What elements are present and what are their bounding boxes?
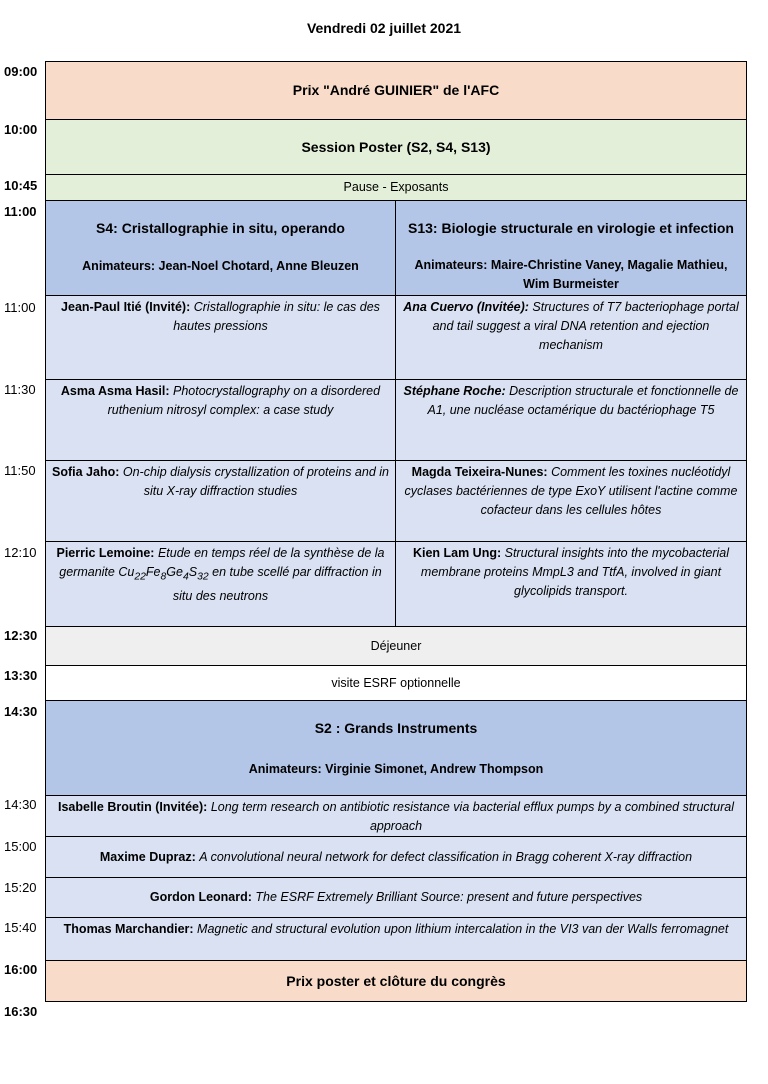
speaker-name: Maxime Dupraz: (99, 849, 196, 864)
pause-block (45, 174, 747, 201)
talk-title: Structural insights into the mycobacterial membrane proteins MmpL3 and TtfA, involved in giant glycolipids transport. (420, 546, 730, 598)
s2-talk-3 (45, 877, 747, 918)
talk-title: A convolutional neural network for defect classification in Bragg coherent X-ray diffraction (199, 849, 693, 864)
visite-block (45, 665, 747, 701)
s4-talk-3 (45, 460, 396, 542)
talk-title: Structures of T7 bacteriophage portal and tail suggest a viral DNA retention and ejection mechanism (432, 300, 739, 352)
talk-title: Cristallographie in situ: le cas des hautes pressions (173, 300, 380, 333)
block-label: Prix "André GUINIER" de l'AFC (292, 82, 500, 98)
s4-talk-1 (45, 295, 396, 380)
speaker-name: Jean-Paul Itié (Invité): (61, 300, 191, 314)
s4-talk-2 (45, 379, 396, 461)
s4-talk-4 (45, 541, 396, 627)
talk-title: Magnetic and structural evolution upon lithium intercalation in the VI3 van der Walls ferromagnet (197, 922, 729, 936)
talk-title: On-chip dialysis crystallization of proteins and in situ X-ray diffraction studies (122, 465, 389, 498)
talk-title: The ESRF Extremely Brilliant Source: present and future perspectives (255, 890, 643, 904)
time-label: 10:45 (4, 178, 38, 193)
s13-session-title: S13: Biologie structurale en virologie et infection (408, 220, 734, 236)
s2-session-header (45, 700, 747, 796)
speaker-name: Thomas Marchandier: (63, 922, 194, 936)
s4-session-title: S4: Cristallographie in situ, operando (96, 220, 345, 236)
time-label: 15:40 (4, 920, 37, 935)
talk-title: Description structurale et fonctionnelle de A1, une nucléase octamérique du bactériophage T5 (427, 384, 739, 417)
talk-title: Photocrystallography on a disordered ruthenium nitrosyl complex: a case study (107, 384, 381, 417)
time-label: 09:00 (4, 64, 38, 79)
s4-animators: Animateurs: Jean-Noel Chotard, Anne Bleuzen (82, 259, 359, 273)
session-poster-block (45, 119, 747, 175)
block-label: Prix poster et clôture du congrès (286, 972, 506, 989)
time-label: 11:00 (4, 204, 37, 219)
s2-talk-2 (45, 836, 747, 878)
s13-talk-1 (395, 295, 747, 380)
speaker-name: Isabelle Broutin (Invitée): (57, 800, 208, 814)
speaker-name: Ana Cuervo (Invitée): (403, 300, 529, 314)
block-label: Pause - Exposants (343, 180, 449, 194)
prix-guinier-block (45, 61, 747, 120)
block-label: visite ESRF optionnelle (331, 675, 461, 690)
time-label: 11:30 (4, 382, 36, 397)
s4-session-header (45, 200, 396, 296)
time-label: 16:30 (4, 1004, 38, 1019)
s2-session-title: S2 : Grands Instruments (314, 720, 478, 736)
talk-title: Comment les toxines nucléotidyl cyclases bactériennes de type ExoY utilisent l'actine comme cofacteur dans les cellules hôtes (404, 465, 738, 517)
time-label: 12:10 (4, 545, 37, 560)
time-label: 10:00 (4, 122, 38, 137)
s13-animators: Animateurs: Maire-Christine Vaney, Magalie Mathieu, Wim Burmeister (414, 258, 728, 291)
time-label: 14:30 (4, 797, 37, 812)
time-label: 11:50 (4, 463, 36, 478)
speaker-name: Stéphane Roche: (403, 384, 506, 398)
block-label: Session Poster (S2, S4, S13) (301, 138, 491, 155)
dejeuner-block (45, 626, 747, 666)
time-label: 15:20 (4, 880, 37, 895)
time-label: 13:30 (4, 668, 38, 683)
time-label: 12:30 (4, 628, 38, 643)
s2-talk-4 (45, 917, 747, 961)
speaker-name: Asma Asma Hasil: (60, 384, 170, 398)
s13-session-header (395, 200, 747, 296)
s2-animators: Animateurs: Virginie Simonet, Andrew Thompson (248, 762, 544, 776)
speaker-name: Sofia Jaho: (52, 465, 120, 479)
cloture-block (45, 960, 747, 1002)
speaker-name: Magda Teixeira-Nunes: (411, 465, 548, 479)
s13-talk-2 (395, 379, 747, 461)
time-label: 16:00 (4, 962, 38, 977)
speaker-name: Gordon Leonard: (149, 890, 252, 904)
talk-title: Long term research on antibiotic resistance via bacterial efflux pumps by a combined structural approach (210, 800, 734, 833)
time-label: 15:00 (4, 839, 37, 854)
block-label: Déjeuner (370, 638, 422, 653)
s13-talk-3 (395, 460, 747, 542)
time-label: 11:00 (4, 300, 36, 315)
s2-talk-1 (45, 795, 747, 837)
speaker-name: Kien Lam Ung: (412, 546, 502, 560)
talk-title: Etude en temps réel de la synthèse de la germanite $Cu_{22}Fe_8Ge_4S_{32}$ en tube scellé par diffraction in situ des neutrons (59, 546, 385, 603)
page-title: Vendredi 02 juillet 2021 (306, 20, 462, 36)
speaker-name: Pierric Lemoine: (56, 546, 155, 560)
s13-talk-4 (395, 541, 747, 627)
time-label: 14:30 (4, 704, 38, 719)
